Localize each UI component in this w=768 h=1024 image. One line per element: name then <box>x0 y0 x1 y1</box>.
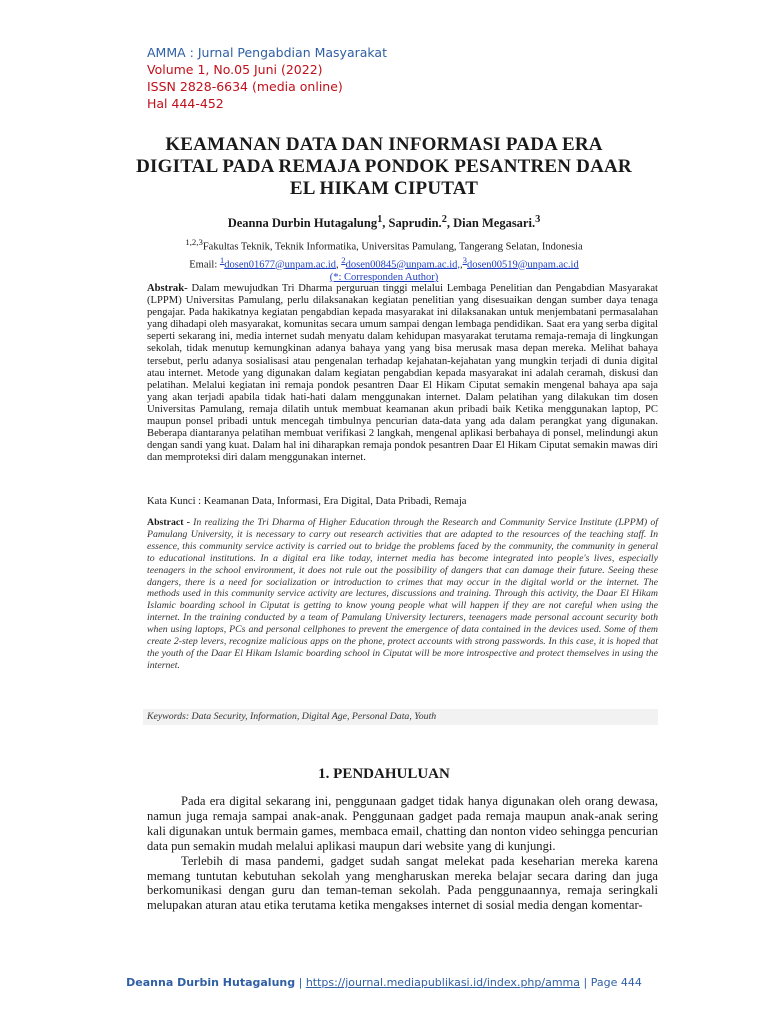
email-sup: 3 <box>462 254 467 265</box>
affiliation-sup: 1,2,3 <box>185 237 203 247</box>
footer-sep: | <box>580 976 591 989</box>
email-sep: , <box>459 259 463 270</box>
body-text <box>147 794 658 913</box>
author-sep: , <box>446 216 454 231</box>
paper-title <box>110 134 658 200</box>
author-sup: 1 <box>377 214 383 225</box>
footer-sep: | <box>295 976 306 989</box>
author-sep: , <box>382 216 389 231</box>
journal-pages: Hal 444-452 <box>147 96 224 111</box>
body-paragraph: Pada era digital sekarang ini, penggunaan gadget tidak hanya digunakan oleh orang dewasa, namun juga remaja sampai anak-anak. Penggunaan gadget pada remaja maupun anak-anak sering kali digunakan untuk bermain games, membaca email, chatting dan nonton video sehingga pencurian data pun semakin mudah melalui aplikasi maupun dari website yang di kunjungi. <box>147 794 658 853</box>
journal-volume: Volume 1, No.05 Juni (2022) <box>147 62 323 77</box>
email-sup: 2 <box>341 254 346 265</box>
affiliation-text: Fakultas Teknik, Teknik Informatika, Universitas Pamulang, Tangerang Selatan, Indonesia <box>202 241 583 253</box>
email-label: Email: <box>189 259 220 270</box>
abstract-english <box>147 517 658 672</box>
author-list <box>110 214 658 231</box>
email-sup: 1 <box>219 254 225 265</box>
abstract-en-label: Abstract - <box>147 517 190 528</box>
page-footer <box>0 976 768 989</box>
email-line <box>110 254 658 272</box>
title-line: EL HIKAM CIPUTAT <box>289 178 479 199</box>
title-line: DIGITAL PADA REMAJA PONDOK PESANTREN DAAR <box>136 156 632 177</box>
author-name: Dian Megasari. <box>453 216 536 231</box>
abstract-label: Abstrak- <box>147 283 188 294</box>
email-link[interactable]: dosen00845@unpam.ac.id, <box>345 259 460 270</box>
corresponding-author-note: (*: Corresponden Author) <box>329 272 439 283</box>
email-link[interactable]: dosen00519@unpam.ac.id <box>466 259 579 270</box>
footer-author: Deanna Durbin Hutagalung <box>126 976 296 989</box>
title-line: KEAMANAN DATA DAN INFORMASI PADA ERA <box>165 134 603 155</box>
abstract-en-text: In realizing the Tri Dharma of Higher Education through the Research and Community Service Institute (LPPM) of Pamulang University, it is necessary to carry out research activities that are adapted to the resources of the teaching staff. In essence, this community service activity is carried out to bridge the problems faced by the community, the community in general to educational institutions. In a digital era like today, internet media has become integrated into people's lives, especially teenagers in the school environment, it does not rule out the possibility of dangers that can damage their future. Seeing these dangers, there is a need for socialization or introduction to crimes that may occur in the digital world or the internet. The methods used in this community service activity are lectures, discussions and training. Through this activity, the Daar El Hikam Islamic boarding school in Ciputat is getting to know young people what will happen if they are not careful when using the internet. In the training conducted by a team of Pamulang University lecturers, teenagers made personal account security both when using laptops, PCs and personal cellphones to prevent the emergence of data contained in the devices used. Some of them create 2-step levers, recognize malicious apps on the phone, protect accounts with strong passwords. In this case, it is hoped that the youth of the Daar El Hikam Islamic boarding school in Ciputat will be more introspective and protect themselves in using the internet. <box>147 517 659 671</box>
abstract-indonesian <box>147 283 658 464</box>
affiliation-block <box>110 236 658 284</box>
footer-url-link[interactable]: https://journal.mediapublikasi.id/index.php/amma <box>305 976 580 989</box>
journal-issn: ISSN 2828-6634 (media online) <box>147 79 343 94</box>
email-sep: , <box>336 259 342 270</box>
author-name: Deanna Durbin Hutagalung <box>227 216 378 231</box>
journal-header <box>147 44 387 112</box>
email-link[interactable]: dosen01677@unpam.ac.id <box>224 259 336 270</box>
footer-page-number: Page 444 <box>590 976 642 989</box>
section-heading: 1. PENDAHULUAN <box>318 766 450 782</box>
author-sup: 2 <box>441 214 447 225</box>
body-paragraph: Terlebih di masa pandemi, gadget sudah sangat melekat pada keseharian mereka karena memang tuntutan kebutuhan sekolah yang mengharuskan mereka belajar secara daring dan juga berkomunikasi dengan guru dan teman-teman sekolah. Pada penggunaannya, remaja seringkali melupakan aturan atau etika terutama ketika mengakses internet di sosial media dengan komentar- <box>147 853 658 913</box>
affiliation-line <box>110 236 658 254</box>
journal-name: AMMA : Jurnal Pengabdian Masyarakat <box>147 45 387 60</box>
keywords-indonesian: Kata Kunci : Keamanan Data, Informasi, Era Digital, Data Pribadi, Remaja <box>147 496 467 507</box>
author-name: Saprudin. <box>388 216 442 231</box>
keywords-english: Keywords: Data Security, Information, Digital Age, Personal Data, Youth <box>143 709 658 725</box>
abstract-text: Dalam mewujudkan Tri Dharma perguruan tinggi melalui Lembaga Penelitian dan Pengabdian Masyarakat (LPPM) Universitas Pamulang, perlu dilaksanakan kegiatan penelitian yang disesuaikan dengan sumber daya tenaga pengajar. Pada hakikatnya kegiatan pengabdian kepada masyarakat ini dilaksanakan untuk menjembatani permasalahan yang dihadapi oleh masyarakat, komunitas secara umum sampai dengan lembaga pendidikan. Saat era yang serba digital seperti sekarang ini, media internet sudah menyatu dalam kehidupan masyarakat terutama remaja-remaja di lingkungan sekolah, tidak menutup kemungkinan adanya bahaya yang yang bisa merusak masa depan mereka. Melihat bahaya tersebut, perlu adanya sosialisasi atau pengenalan terhadap kejahatan-kejahatan yang mungkin terjadi di dunia digital atau internet. Metode yang digunakan dalam kegiatan pengabdian kepada masyarakat ini adalah ceramah, diskusi dan pelatihan. Melalui kegiatan ini remaja pondok pesantren Daar El Hikam Ciputat semakin mengenal bahaya apa saja yang akan terjadi apabila tidak hati-hati dalam menggunakan internet. Dalam pelatihan yang dilakukan tim dosen Universitas Pamulang, remaja dilatih untuk membuat keamanan akun pribadi baik Ketika menggunakan laptop, PC maupun ponsel pribadi untuk mencegah timbulnya pencurian data-data yang ada dalam perangkat yang digunakan. Beberapa diantaranya pelatihan membuat verifikasi 2 langkah, mengenal aplikasi berbahaya di ponsel, melindungi akun dengan sandi yang kuat. Dalam hal ini diharapkan remaja pondok pesantren Daar El Hikam Ciputat semakin mawas diri dan memproteksi diri dalam menggunakan internet. <box>147 283 658 464</box>
author-sup: 3 <box>535 214 541 225</box>
